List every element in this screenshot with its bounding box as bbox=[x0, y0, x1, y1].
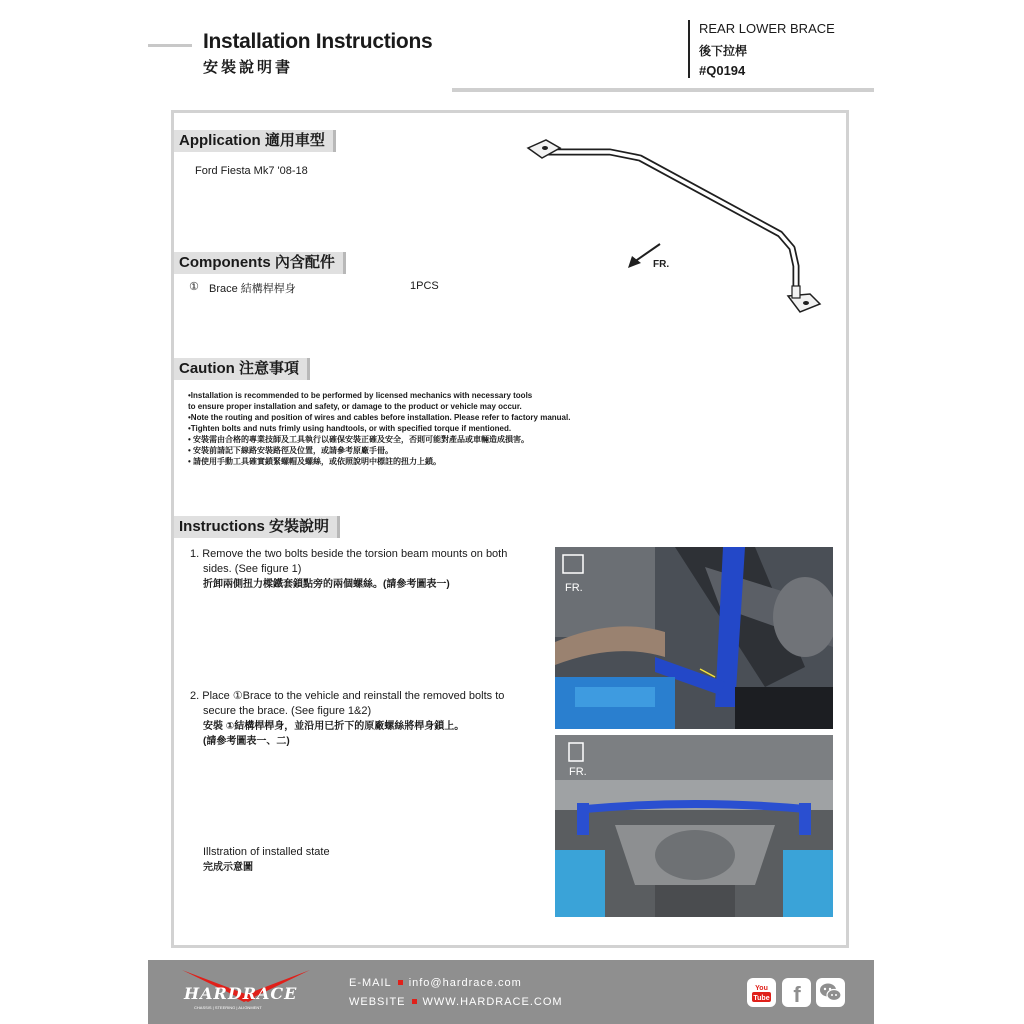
step2-line: 2. Place ①Brace to the vehicle and reinstall the removed bolts to bbox=[190, 690, 505, 702]
footer-website-row bbox=[349, 996, 563, 1008]
caution-line: to ensure proper installation and safety, or damage to the product or vehicle may occur. bbox=[188, 402, 522, 411]
product-name: REAR LOWER BRACE bbox=[699, 21, 835, 36]
caution-heading: Caution 注意事項 bbox=[174, 358, 310, 380]
step2-line-cn: 安裝 ①結構桿桿身，並沿用已折下的原廠螺絲將桿身鎖上。 bbox=[203, 721, 465, 732]
front-direction-label: FR. bbox=[653, 259, 670, 270]
brace-diagram bbox=[520, 136, 840, 326]
website-link[interactable]: WWW.HARDRACE.COM bbox=[422, 996, 563, 1008]
wechat-icon[interactable] bbox=[816, 978, 845, 1007]
doc-subtitle: 安裝說明書 bbox=[203, 59, 294, 76]
product-name-cn: 後下拉桿 bbox=[699, 44, 748, 58]
instructions-heading: Instructions 安裝說明 bbox=[174, 516, 340, 538]
caution-line: •Tighten bolts and nuts frimly using handtools, or with specified torque if mentioned. bbox=[188, 424, 512, 433]
bullet-square-icon bbox=[412, 999, 417, 1004]
email-link[interactable]: info@hardrace.com bbox=[408, 977, 522, 989]
step1-line: sides. (See figure 1) bbox=[203, 563, 302, 575]
illustration-caption-cn: 完成示意圖 bbox=[203, 862, 253, 873]
email-label: E-MAIL bbox=[349, 977, 392, 989]
step2-line: secure the brace. (See figure 1&2) bbox=[203, 705, 372, 717]
components-heading: Components 內含配件 bbox=[174, 252, 346, 274]
step1-line-cn: 折卸兩側扭力樑鐵套鎖點旁的兩個螺絲。(請參考圖表一) bbox=[203, 579, 450, 590]
caution-line: •Note the routing and position of wires and cables before installation. Please refer to factory manual. bbox=[188, 413, 571, 422]
brace-end-bracket-right bbox=[788, 286, 820, 312]
svg-text:Tube: Tube bbox=[753, 995, 770, 1002]
part-number: #Q0194 bbox=[699, 63, 746, 78]
component-number: ① bbox=[189, 281, 199, 293]
caution-line: • 請使用手動工具確實鎖緊螺帽及螺絲，或依照說明中標註的扭力上鎖。 bbox=[188, 457, 442, 466]
footer-email-row bbox=[349, 977, 522, 989]
step2-line-cn: (請參考圖表一、二) bbox=[203, 736, 290, 747]
brace-bar bbox=[542, 152, 796, 294]
svg-text:f: f bbox=[793, 982, 801, 1007]
header-rule-right bbox=[452, 88, 874, 92]
application-heading: Application 適用車型 bbox=[174, 130, 336, 152]
step1-line: 1. Remove the two bolts beside the torsion beam mounts on both bbox=[190, 548, 508, 560]
youtube-icon[interactable] bbox=[747, 978, 776, 1007]
illustration-caption: Illstration of installed state bbox=[203, 846, 330, 858]
hardrace-logo bbox=[176, 968, 318, 1014]
figure-2-photo bbox=[555, 735, 833, 917]
figure-1-photo bbox=[555, 547, 833, 729]
doc-title: Installation Instructions bbox=[203, 30, 433, 53]
caution-line: • 安裝需由合格的專業技師及工具執行以確保安裝正確及安全，否則可能對產品或車輛造成損害。 bbox=[188, 435, 530, 444]
logo-tagline: CHASSIS | STEERING | ALIGNMENT bbox=[194, 1005, 262, 1010]
facebook-icon[interactable] bbox=[782, 978, 811, 1007]
header-rule-left bbox=[148, 44, 192, 47]
bullet-square-icon bbox=[398, 980, 403, 985]
caution-line: • 安裝前請記下線路安裝路徑及位置，或請參考原廠手冊。 bbox=[188, 446, 394, 455]
component-qty: 1PCS bbox=[410, 280, 439, 292]
header-divider bbox=[688, 20, 690, 78]
logo-brand: HARDRACE bbox=[184, 984, 298, 1003]
svg-text:You: You bbox=[755, 985, 768, 992]
photo1-direction-label: FR. bbox=[565, 582, 583, 594]
caution-line: •Installation is recommended to be performed by licensed mechanics with necessary tools bbox=[188, 391, 533, 400]
component-name: Brace 結構桿桿身 bbox=[209, 283, 296, 295]
website-label: WEBSITE bbox=[349, 996, 406, 1008]
application-vehicle: Ford Fiesta Mk7 '08-18 bbox=[195, 165, 308, 177]
photo2-direction-label: FR. bbox=[569, 766, 587, 778]
